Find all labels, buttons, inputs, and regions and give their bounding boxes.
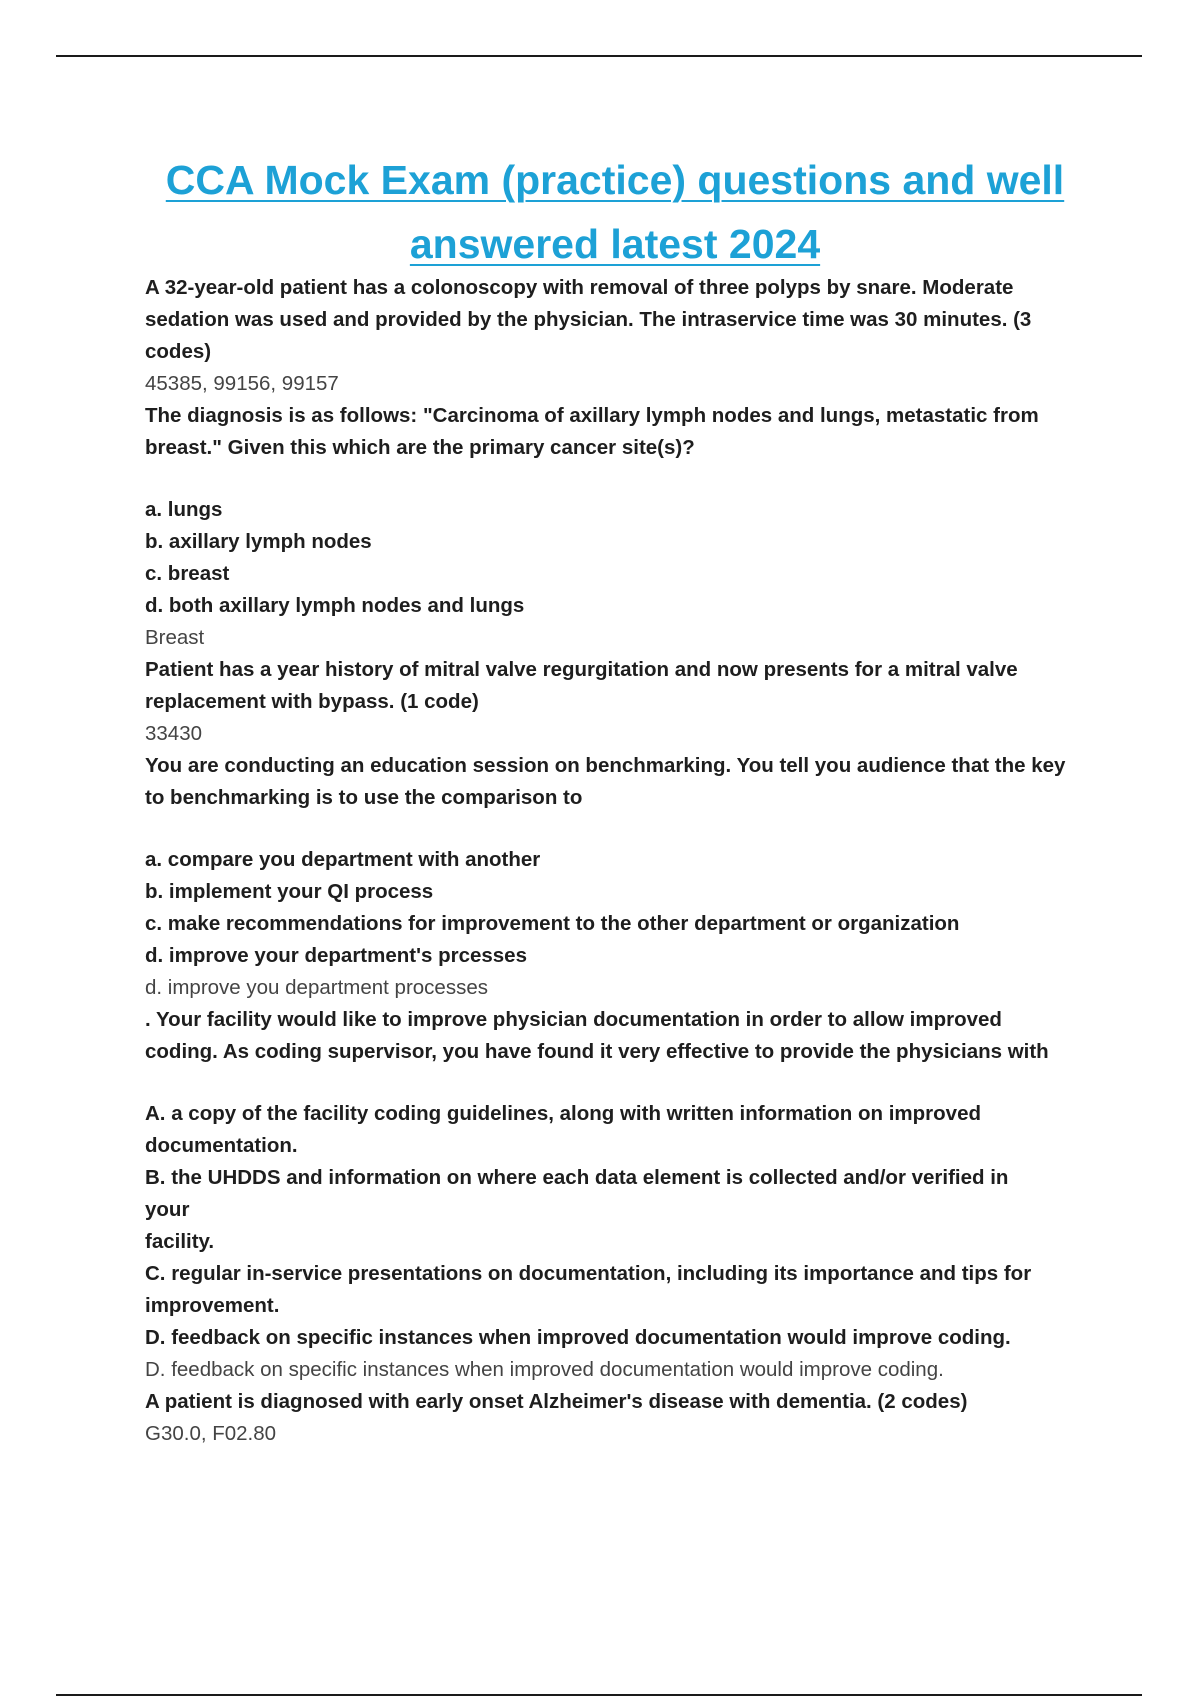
- question-1: A 32-year-old patient has a colonoscopy with removal of three polyps by snare. Moderate sedation was used and provided by the physician. The intraservice time was 30 minutes. (3 codes): [145, 276, 1032, 363]
- spacer: [145, 1068, 1080, 1098]
- option: D. feedback on specific instances when improved documentation would improve coding.: [145, 1326, 1011, 1349]
- option: d. improve your department's prcesses: [145, 944, 527, 967]
- answer-3: 33430: [145, 722, 203, 745]
- option: facility.: [145, 1230, 215, 1253]
- document-title: [120, 148, 1110, 276]
- header-rule: [56, 55, 1142, 57]
- option: c. make recommendations for improvement to the other department or organization: [145, 912, 960, 935]
- question-4: You are conducting an education session on benchmarking. You tell you audience that the key to benchmarking is to use the comparison to: [145, 754, 1066, 809]
- answer-6: G30.0, F02.80: [145, 1422, 277, 1445]
- option: a. lungs: [145, 498, 223, 521]
- answer-2: Breast: [145, 626, 205, 649]
- option: B. the UHDDS and information on where each data element is collected and/or verified in: [145, 1166, 1009, 1189]
- spacer: [145, 814, 1080, 844]
- question-6: A patient is diagnosed with early onset Alzheimer's disease with dementia. (2 codes): [145, 1390, 968, 1413]
- question-5: . Your facility would like to improve physician documentation in order to allow improved coding. As coding supervisor, you have found it very effective to provide the physicians with: [145, 1008, 1049, 1063]
- answer-4: d. improve you department processes: [145, 976, 488, 999]
- question-3: Patient has a year history of mitral valve regurgitation and now presents for a mitral valve replacement with bypass. (1 code): [145, 658, 1018, 713]
- option: b. axillary lymph nodes: [145, 530, 372, 553]
- option: A. a copy of the facility coding guidelines, along with written information on improved documentation.: [145, 1102, 981, 1157]
- answer-1: 45385, 99156, 99157: [145, 372, 339, 395]
- question-2: The diagnosis is as follows: "Carcinoma of axillary lymph nodes and lungs, metastatic from breast." Given this which are the primary cancer site(s)?: [145, 404, 1039, 459]
- option: d. both axillary lymph nodes and lungs: [145, 594, 525, 617]
- qa-content: [145, 272, 1080, 1450]
- title-line-2: answered latest 2024: [409, 221, 821, 267]
- option: your: [145, 1198, 190, 1221]
- spacer: [145, 464, 1080, 494]
- title-line-1: CCA Mock Exam (practice) questions and well: [165, 157, 1065, 203]
- option: C. regular in-service presentations on documentation, including its importance and tips for improvement.: [145, 1262, 1032, 1317]
- option: b. implement your QI process: [145, 880, 434, 903]
- option: a. compare you department with another: [145, 848, 541, 871]
- option: c. breast: [145, 562, 230, 585]
- footer-rule: [56, 1694, 1142, 1696]
- answer-5: D. feedback on specific instances when improved documentation would improve coding.: [145, 1358, 944, 1381]
